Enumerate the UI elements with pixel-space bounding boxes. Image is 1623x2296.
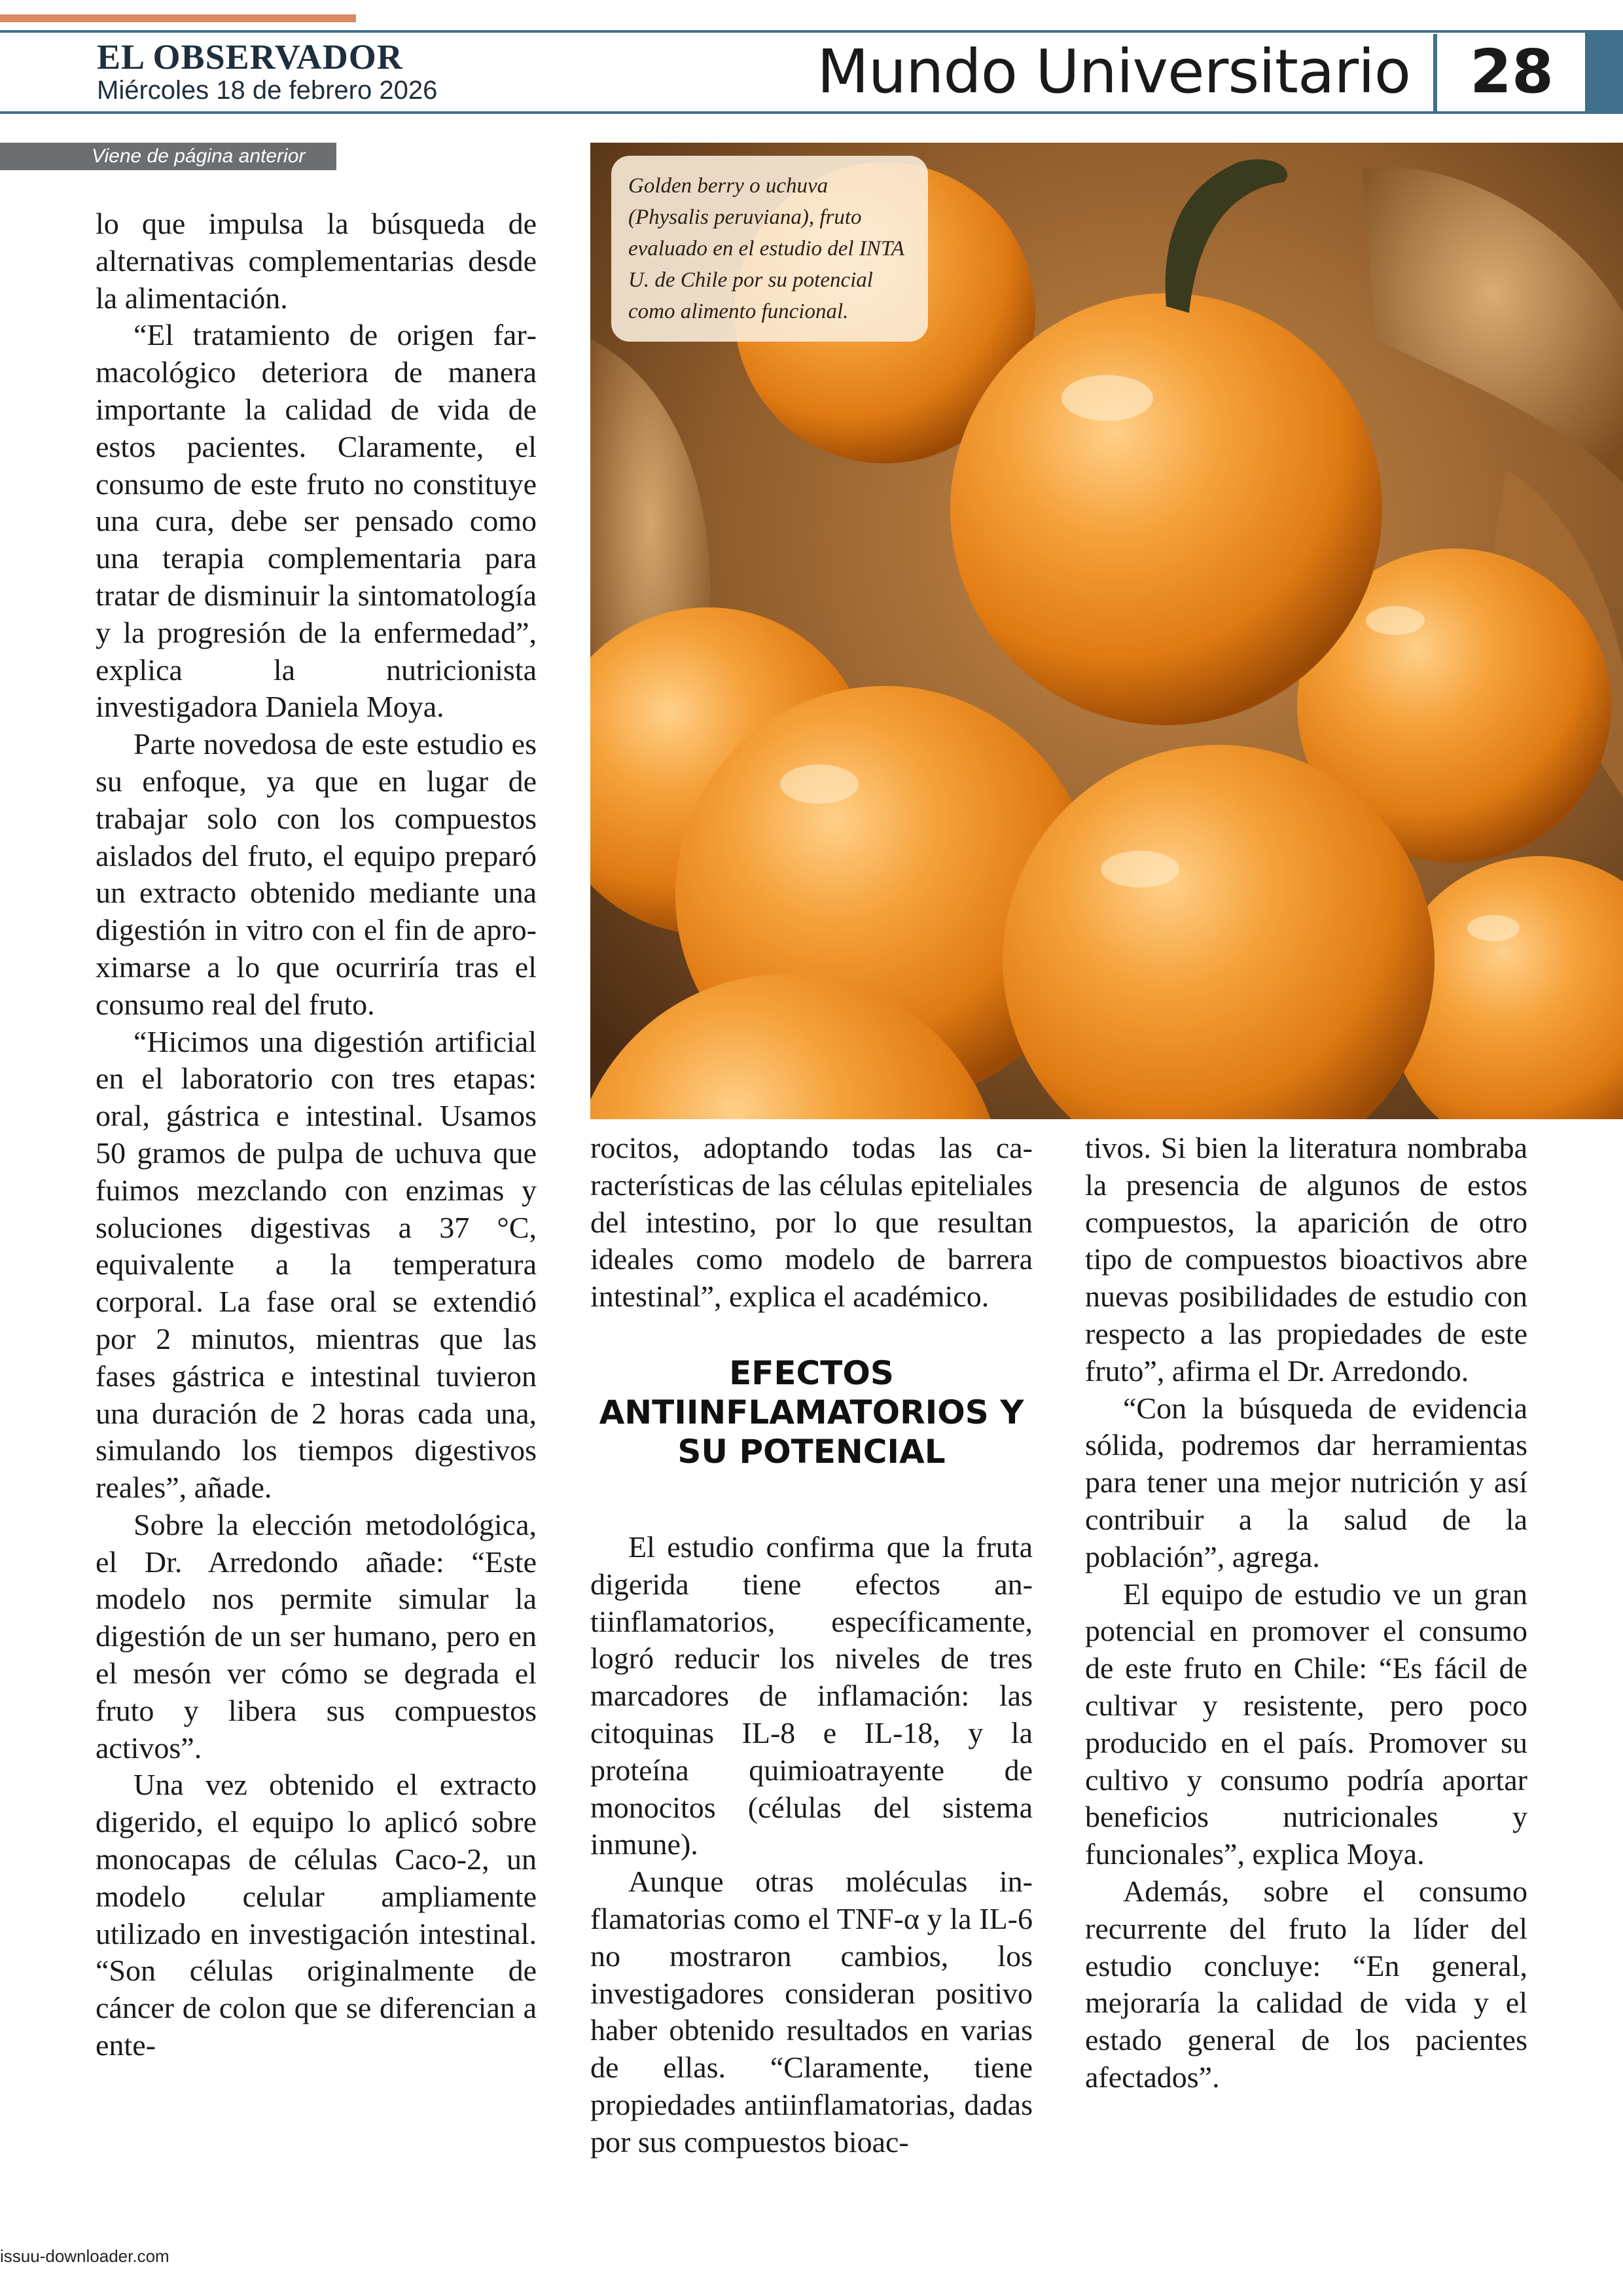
paragraph: tivos. Si bien la literatura nombraba la presencia de algunos de estos compuestos, la aparición de otro tipo de compuestos bioactivos abre nuevas posibilidades de estudio con respecto a las propiedades de este fruto”, afirma el Dr. Arredondo. (1085, 1131, 1527, 1388)
section-title: Mundo Universitario (817, 37, 1410, 107)
paragraph: Sobre la elección metodológica, el Dr. Arredondo añade: “Este modelo nos permite simular la digestión de un ser humano, pero en el mesón ver cómo se degrada el fruto y libera sus compuestos activos”. (96, 1507, 537, 1765)
issue-date: Miércoles 18 de febrero 2026 (97, 76, 438, 105)
paragraph: “Hicimos una digestión artificial en el laboratorio con tres etapas: oral, gástrica e intestinal. Usamos 50 gramos de pulpa de uchuva que fuimos mezclando con enzimas y soluciones digestivas a 37 °C, equivalente a la temperatura corporal. La fase oral se extendió por 2 minutos, mientras que las fases gástrica e intestinal tuvieron una duración de 2 horas cada una, simulando los tiempos digestivos reales”, añade. (96, 1024, 537, 1505)
paragraph: “Con la búsqueda de evidencia sólida, podremos dar herramientas para tener una mejor nutrición y así contribuir a la salud de la población”, agrega. (1085, 1391, 1527, 1573)
paragraph: lo que impulsa la búsqueda de alternativas complementarias desde la alimentación. (96, 207, 537, 315)
header-divider (1433, 34, 1437, 111)
article-column-3 (1085, 1130, 1527, 2096)
paragraph: Una vez obtenido el extracto digerido, el equipo lo aplicó sobre monocapas de células Caco-2, un modelo celular ampliamente utilizado en investigación intestinal. “Son células originalmente de cáncer de colon que se diferencian a ente- (96, 1768, 537, 2062)
paragraph: Además, sobre el consumo recurrente del fruto la líder del estudio concluye: “En general, mejoraría la calidad de vida y el estado general de los pacientes afectados”. (1085, 1874, 1527, 2094)
source-watermark: issuu-downloader.com (0, 2246, 169, 2266)
header-accent-line (0, 14, 356, 22)
masthead: EL OBSERVADOR (97, 37, 403, 77)
article-column-1 (96, 206, 537, 2064)
paragraph: El estudio confirma que la fruta digerida tiene efectos antiinflamatorios, específicamente, logró reducir los niveles de tres marcadores de inflamación: las citoquinas IL-8 e IL-18, y la proteína quimioatrayente de monocitos (células del sistema inmune). (590, 1530, 1033, 1861)
photo-caption: Golden berry o uchuva (Physalis peruviana), fruto evaluado en el estudio del INTA U. de Chile por su potencial como alimento funcional. (611, 156, 928, 342)
paragraph: Parte novedosa de este estudio es su enfoque, ya que en lugar de trabajar solo con los compuestos aislados del fruto, el equipo preparó un extracto obtenido mediante una digestión in vitro con el fin de aproximarse a lo que ocurriría tras el consumo real del fruto. (96, 727, 537, 1021)
page-number: 28 (1469, 37, 1554, 107)
continued-label: Viene de página anterior (0, 143, 336, 170)
paragraph: Aunque otras moléculas inflamatorias como el TNF-α y la IL-6 no mostraron cambios, los investigadores consideran positivo haber obtenido resultados en varias de ellas. “Claramente, tiene propiedades antiinflamatorias, dadas por sus compuestos bioac- (590, 1865, 1033, 2159)
paragraph: “El tratamiento de origen farmacológico deteriora de manera importante la calidad de vida de estos pacientes. Claramente, el consumo de este fruto no constituye una cura, debe ser pensado como una terapia complementaria para tratar de disminuir la sintomatología y la progresión de la enfermedad”, explica la nutricionista investigadora Daniela Moya. (96, 318, 537, 724)
paragraph: rocitos, adoptando todas las características de las células epiteliales del intestino, por lo que resultan ideales como modelo de barrera intestinal”, explica el académico. (590, 1131, 1033, 1314)
section-subhead: EFECTOS ANTIINFLAMATORIOS Y SU POTENCIAL (599, 1354, 1024, 1471)
article-column-2 (590, 1130, 1033, 2161)
paragraph: El equipo de estudio ve un gran potencial en promover el consumo de este fruto en Chile: “Es fácil de cultivar y resistente, pero poco producido en el país. Promover su cultivo y consumo podría aportar beneficios nutricionales y funcionales”, explica Moya. (1085, 1577, 1527, 1871)
